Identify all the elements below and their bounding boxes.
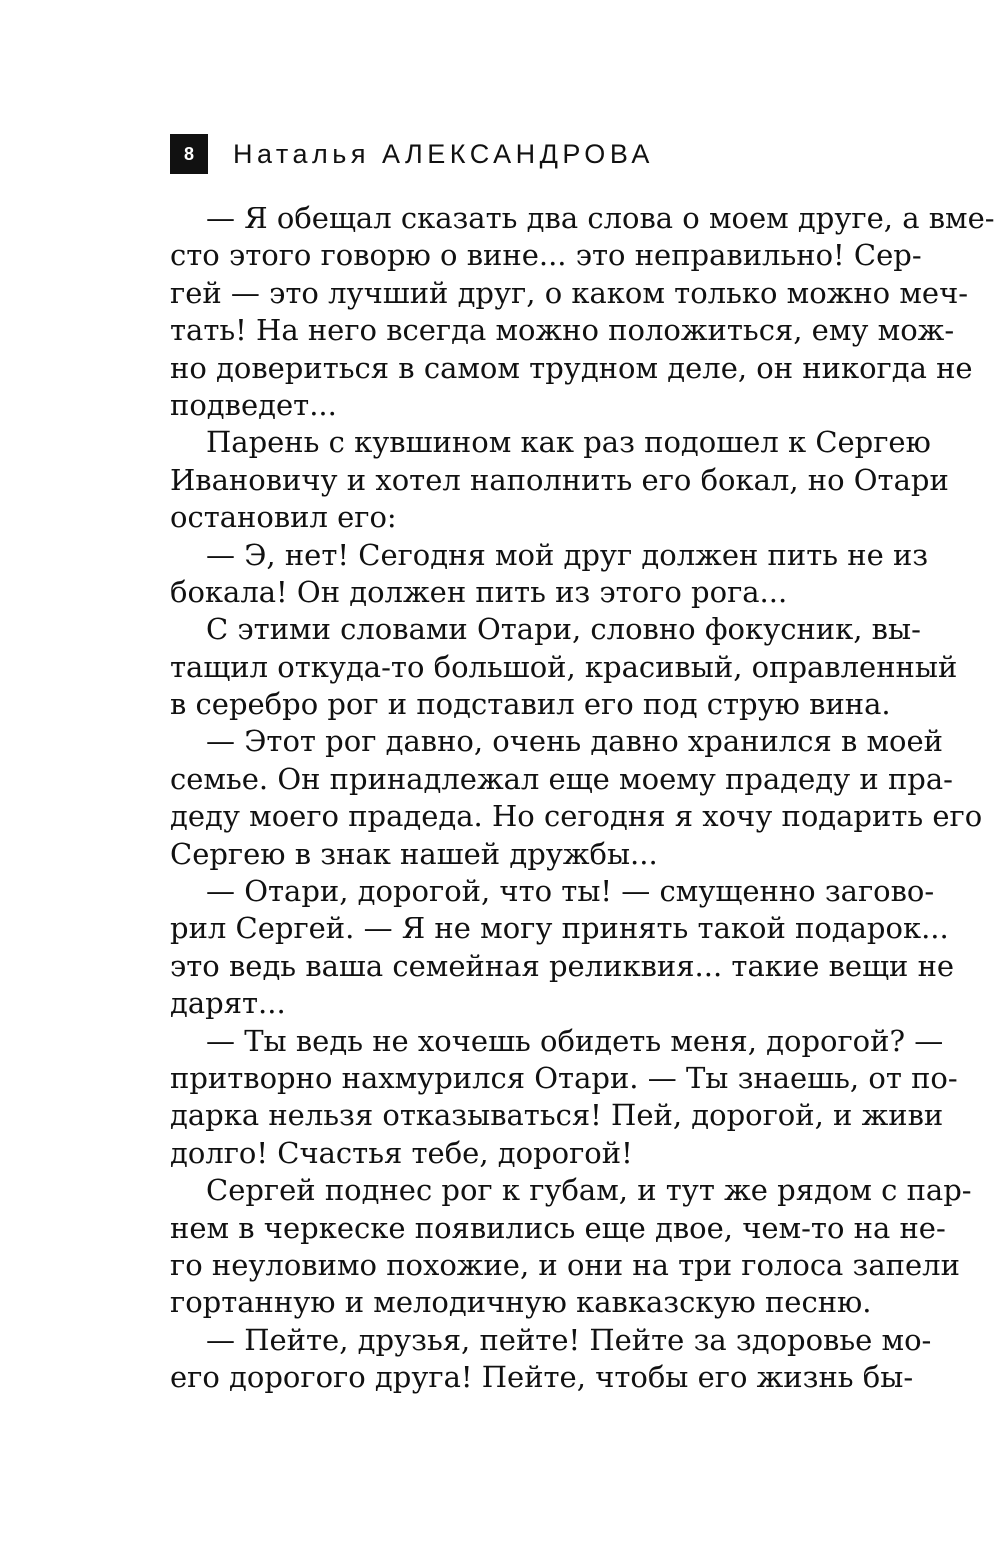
text-line: — Этот рог давно, очень давно хранился в моей	[206, 724, 944, 759]
text-line: притворно нахмурился Отари. — Ты знаешь, от по-	[170, 1060, 958, 1095]
paragraph	[170, 424, 949, 536]
text-line: — Э, нет! Сегодня мой друг должен пить не из	[206, 537, 929, 572]
paragraph	[170, 1172, 972, 1322]
text-line: — Отари, дорогой, что ты! — смущенно загово-	[206, 874, 935, 909]
text-line: бокала! Он должен пить из этого рога...	[170, 574, 788, 609]
running-head: Наталья АЛЕКСАНДРОВА	[233, 138, 654, 169]
paragraph	[170, 611, 958, 723]
text-line: дарка нельзя отказываться! Пей, дорогой, и живи	[170, 1098, 944, 1133]
text-line: нем в черкеске появились еще двое, чем-то на не-	[170, 1210, 946, 1245]
text-line: но довериться в самом трудном деле, он никогда не	[170, 350, 973, 385]
text-line: — Ты ведь не хочешь обидеть меня, дорогой? —	[206, 1023, 944, 1058]
text-line: семье. Он принадлежал еще моему прадеду и пра-	[170, 761, 953, 796]
text-line: это ведь ваша семейная реликвия... такие вещи не	[170, 948, 955, 983]
text-line: Сергей поднес рог к губам, и тут же рядом с пар-	[206, 1173, 972, 1208]
paragraph	[170, 1023, 958, 1173]
text-line: тащил откуда-то большой, красивый, оправленный	[170, 649, 958, 684]
text-line: С этими словами Отари, словно фокусник, вы-	[206, 612, 921, 647]
text-line: гей — это лучший друг, о каком только можно меч-	[170, 275, 969, 310]
page-header	[170, 134, 654, 174]
text-line: его дорогого друга! Пейте, чтобы его жизнь бы-	[170, 1360, 914, 1395]
paragraph	[170, 873, 955, 1023]
paragraph	[170, 200, 995, 424]
body-text	[170, 200, 995, 1397]
page-number: 8	[170, 134, 208, 174]
paragraph	[170, 537, 929, 612]
text-line: деду моего прадеда. Но сегодня я хочу подарить его	[170, 799, 983, 834]
text-line: — Я обещал сказать два слова о моем друге, а вме-	[206, 201, 995, 235]
text-line: в серебро рог и подставил его под струю вина.	[170, 687, 891, 722]
paragraph	[170, 1322, 932, 1397]
text-line: долго! Счастья тебе, дорогой!	[170, 1135, 633, 1170]
text-line: Сергею в знак нашей дружбы...	[170, 836, 658, 871]
text-line: остановил его:	[170, 500, 397, 535]
text-line: рил Сергей. — Я не могу принять такой подарок...	[170, 911, 949, 946]
text-line: дарят...	[170, 986, 286, 1021]
text-line: сто этого говорю о вине... это неправильно! Сер-	[170, 238, 922, 273]
text-line: подведет...	[170, 387, 337, 422]
text-line: Парень с кувшином как раз подошел к Сергею	[206, 425, 931, 460]
paragraph	[170, 723, 983, 873]
text-line: Ивановичу и хотел наполнить его бокал, но Отари	[170, 462, 949, 497]
text-line: го неуловимо похожие, и они на три голоса запели	[170, 1247, 960, 1282]
text-line: — Пейте, друзья, пейте! Пейте за здоровье мо-	[206, 1322, 932, 1357]
text-line: гортанную и мелодичную кавказскую песню.	[170, 1285, 872, 1320]
text-line: тать! На него всегда можно положиться, ему мож-	[170, 313, 955, 348]
